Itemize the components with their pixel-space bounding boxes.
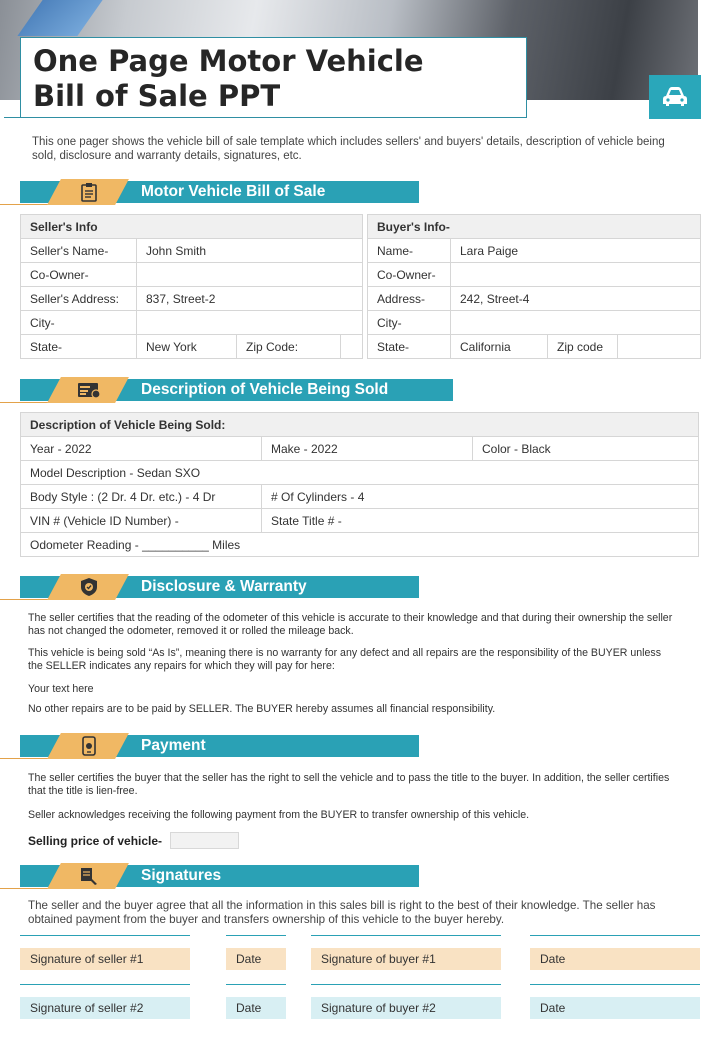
vehicle-year: Year - 2022 [21,437,262,461]
signature-seller-2[interactable]: Signature of seller #2 [20,997,190,1019]
date-seller-1[interactable]: Date [226,948,286,970]
id-card-icon [77,379,101,401]
seller-zip [341,335,363,359]
title-accent [4,40,20,118]
signature-seller-1[interactable]: Signature of seller #1 [20,948,190,970]
vehicle-table [20,412,699,557]
vehicle-make: Make - 2022 [262,437,473,461]
section-title-payment: Payment [141,737,206,754]
disclosure-p3: Your text here [28,683,94,695]
car-icon [649,75,701,119]
buyer-coowner [451,263,701,287]
buyer-city-label: City- [368,311,451,335]
seller-address: 837, Street-2 [137,287,363,311]
disclosure-p1: The seller certifies that the reading of the odometer of this vehicle is accurate to their knowledge and that during their ownership the seller has not changed the odometer, removed it or rolled the mileage back. [28,612,673,637]
vehicle-heading: Description of Vehicle Being Sold: [21,413,699,437]
seller-name: John Smith [137,239,363,263]
vehicle-vin: VIN # (Vehicle ID Number) - [21,509,262,533]
section-header-payment [0,735,420,757]
section-header-disclosure [0,576,420,598]
buyer-address-label: Address- [368,287,451,311]
buyer-heading: Buyer's Info- [368,215,701,239]
buyer-zip [618,335,701,359]
buyer-state-label: State- [368,335,451,359]
buyer-coowner-label: Co-Owner- [368,263,451,287]
seller-coowner [137,263,363,287]
section-title-disclosure: Disclosure & Warranty [141,578,307,595]
pen-sign-icon [77,865,101,887]
section-header-signatures [0,865,420,887]
buyer-zip-label: Zip code [548,335,618,359]
buyer-address: 242, Street-4 [451,287,701,311]
section-header-bill [0,181,420,203]
seller-city-label: City- [21,311,137,335]
seller-coowner-label: Co-Owner- [21,263,137,287]
vehicle-model: Model Description - Sedan SXO [21,461,699,485]
payment-phone-icon [77,735,101,757]
section-title-bill: Motor Vehicle Bill of Sale [141,183,326,200]
vehicle-state-title: State Title # - [262,509,699,533]
seller-heading: Seller's Info [21,215,363,239]
seller-zip-label: Zip Code: [237,335,341,359]
buyer-name: Lara Paige [451,239,701,263]
date-buyer-2[interactable]: Date [530,997,700,1019]
seller-city [137,311,363,335]
vehicle-color: Color - Black [473,437,699,461]
section-title-description: Description of Vehicle Being Sold [141,381,389,398]
signature-buyer-1[interactable]: Signature of buyer #1 [311,948,501,970]
date-seller-2[interactable]: Date [226,997,286,1019]
seller-name-label: Seller's Name- [21,239,137,263]
section-header-description [0,379,454,401]
seller-state: New York [137,335,237,359]
section-title-signatures: Signatures [141,867,222,884]
buyer-state: California [451,335,548,359]
payment-p2: Seller acknowledges receiving the following payment from the BUYER to transfer ownership of this vehicle. [28,809,530,821]
disclosure-p2: This vehicle is being sold “As Is”, meaning there is no warranty for any defect and all repairs are the responsibility of the BUYER unless the SELLER indicates any repairs for which they will pay for here: [28,647,661,672]
selling-price-label: Selling price of vehicle- [28,834,163,848]
seller-state-label: State- [21,335,137,359]
clipboard-icon [77,181,101,203]
disclosure-p4: No other repairs are to be paid by SELLER. The BUYER hereby assumes all financial responsibility. [28,703,496,715]
shield-check-icon [77,576,101,598]
title-box [20,37,527,118]
intro-text: This one pager shows the vehicle bill of sale template which includes sellers' and buyers' details, description of vehicle being sold, disclosure and warranty details, signatures, etc. [32,136,665,162]
signature-buyer-2[interactable]: Signature of buyer #2 [311,997,501,1019]
vehicle-body: Body Style : (2 Dr. 4 Dr. etc.) - 4 Dr [21,485,262,509]
buyer-info-table [367,214,701,359]
payment-p1: The seller certifies the buyer that the seller has the right to sell the vehicle and to pass the title to the buyer. In addition, the seller certifies that the title is lien-free. [28,772,670,797]
date-buyer-1[interactable]: Date [530,948,700,970]
selling-price-field[interactable] [170,832,239,849]
signatures-intro: The seller and the buyer agree that all the information in this sales bill is right to the best of their knowledge. The seller has obtained payment from the buyer and transfers ownership of this vehicle to the buyer hereby. [28,899,656,926]
seller-address-label: Seller's Address: [21,287,137,311]
page-title: One Page Motor Vehicle Bill of Sale PPT [33,44,424,113]
vehicle-odometer: Odometer Reading - __________ Miles [21,533,699,557]
seller-info-table [20,214,363,359]
buyer-name-label: Name- [368,239,451,263]
buyer-city [451,311,701,335]
vehicle-cylinders: # Of Cylinders - 4 [262,485,699,509]
